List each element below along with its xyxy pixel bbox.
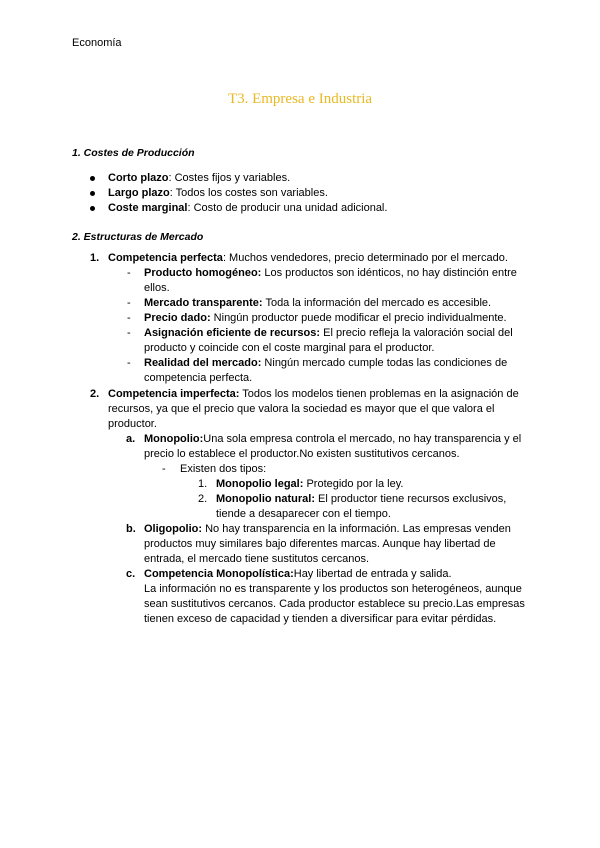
- term: Monopolio:: [144, 433, 204, 445]
- monopoly-types-intro: - Existen dos tipos: 1. Monopolio legal: Protegido por la ley. 2. Monopolio natural: El productor tiene recursos exclusivos, tiende a desaparecer con el tiempo.: [144, 462, 532, 522]
- list-item: [72, 201, 532, 216]
- definition: : Muchos vendedores, precio determinado por el mercado.: [222, 252, 508, 264]
- definition: El precio refleja la valoración social del producto y coincide con el coste marginal para el productor.: [144, 327, 513, 354]
- list-number: 2.: [90, 388, 100, 400]
- term: Monopolio natural:: [216, 493, 315, 505]
- list-item-monopoly: [108, 432, 532, 522]
- bullet-icon: [90, 206, 95, 211]
- list-letter: b.: [126, 523, 136, 535]
- term: Monopolio legal:: [216, 478, 304, 490]
- definition: Toda la información del mercado es accesible.: [262, 297, 492, 309]
- definition: : Todos los costes son variables.: [169, 187, 328, 199]
- definition: : Costo de producir una unidad adicional.: [187, 202, 388, 214]
- section-heading-costs: 1. Costes de Producción: [72, 147, 195, 159]
- document-body: [72, 146, 532, 628]
- imperfect-types-list: [108, 432, 532, 627]
- term: Corto plazo: [108, 172, 169, 184]
- list-item: 2. Monopolio natural: El productor tiene recursos exclusivos, tiende a desaparecer con el tiempo.: [198, 493, 507, 520]
- term: Coste marginal: [108, 202, 188, 214]
- list-letter: a.: [126, 433, 136, 445]
- document-title: T3. Empresa e Industria: [227, 91, 373, 107]
- term: Competencia imperfecta:: [108, 388, 240, 400]
- list-item: - Precio dado: Ningún productor puede modificar el precio individualmente.: [127, 312, 507, 324]
- list-item: [72, 186, 532, 201]
- costs-list: [72, 171, 532, 216]
- page-header-subject: Economía: [72, 37, 122, 49]
- market-structures-list: [72, 251, 532, 627]
- definition: No hay transparencia en la información. Las empresas venden productos muy similares bajo diferentes marcas. Aunque hay libertad de entrada, el mercado tiene sustitutos cercanos.: [144, 523, 511, 565]
- definition: El productor tiene recursos exclusivos, tiende a desaparecer con el tiempo.: [216, 493, 507, 520]
- bullet-icon: [90, 191, 95, 196]
- list-item: - Producto homogéneo: Los productos son idénticos, no hay distinción entre ellos.: [127, 267, 517, 294]
- term: Mercado transparente:: [144, 297, 263, 309]
- term: Asignación eficiente de recursos:: [144, 327, 321, 339]
- definition: Ningún mercado cumple todas las condiciones de competencia perfecta.: [144, 357, 508, 384]
- term: Producto homogéneo:: [144, 267, 262, 279]
- monopoly-types-list: [180, 477, 532, 522]
- term: Realidad del mercado:: [144, 357, 262, 369]
- term: Precio dado:: [144, 312, 211, 324]
- list-number: 1.: [90, 252, 100, 264]
- list-letter: c.: [126, 568, 136, 580]
- perfect-features-list: [108, 266, 532, 386]
- definition: Hay libertad de entrada y salida.: [293, 568, 452, 580]
- term: Oligopolio:: [144, 523, 203, 535]
- term: Competencia perfecta: [108, 252, 223, 264]
- monopolistic-detail: La información no es transparente y los productos son heterogéneos, aunque sean sustitutivos cercanos. Cada productor establece su precio.Las empresas tienen exceso de capacidad y tienden a diversificar para evitar pérdidas.: [144, 583, 525, 625]
- definition: Una sola empresa controla el mercado, no hay transparencia y el precio lo establece el productor.No existen sustitutivos cercanos.: [144, 433, 522, 460]
- list-item: [72, 171, 532, 186]
- list-item: - Asignación eficiente de recursos: El precio refleja la valoración social del producto y coincide con el coste marginal para el productor.: [127, 327, 513, 354]
- bullet-icon: [90, 176, 95, 181]
- list-item-oligopoly: [108, 522, 532, 567]
- definition: : Costes fijos y variables.: [168, 172, 291, 184]
- definition: Todos los modelos tienen problemas en la asignación de recursos, ya que el precio que valora la sociedad es mayor que el que valora el productor.: [108, 388, 519, 430]
- list-item-imperfect-competition: [72, 387, 532, 627]
- list-item: - Realidad del mercado: Ningún mercado cumple todas las condiciones de competencia perfecta.: [127, 357, 508, 384]
- definition: Ningún productor puede modificar el precio individualmente.: [210, 312, 507, 324]
- list-item-perfect-competition: [72, 251, 532, 386]
- list-item: 1. Monopolio legal: Protegido por la ley.: [198, 478, 404, 490]
- section-heading-markets: 2. Estructuras de Mercado: [72, 231, 204, 243]
- term: Largo plazo: [108, 187, 170, 199]
- definition: Los productos son idénticos, no hay distinción entre ellos.: [144, 267, 517, 294]
- list-item: - Mercado transparente: Toda la información del mercado es accesible.: [127, 297, 492, 309]
- definition: Protegido por la ley.: [303, 478, 404, 490]
- list-item-monopolistic-competition: [108, 567, 532, 627]
- term: Competencia Monopolística:: [144, 568, 294, 580]
